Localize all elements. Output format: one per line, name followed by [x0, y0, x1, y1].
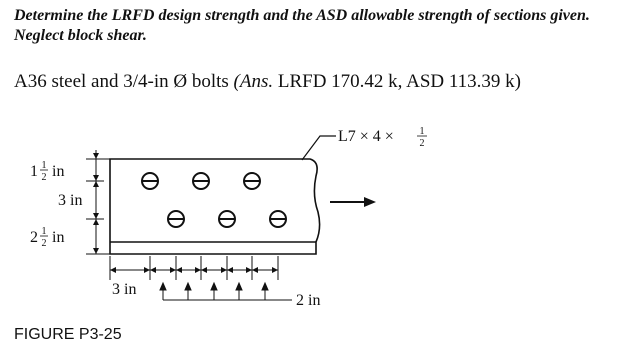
answer-label: Ans.	[239, 71, 274, 92]
problem-instructions: Determine the LRFD design strength and the ASD allowable strength of sections given. Neglect block shear.	[14, 7, 590, 44]
answer-open: (	[233, 71, 240, 92]
bolt-hole	[219, 211, 235, 227]
dim-top-whole: 1	[30, 163, 38, 180]
dim-top-unit: in	[52, 163, 65, 180]
bottom-dimension-lines	[110, 256, 278, 280]
section-leader	[302, 136, 336, 160]
section-frac-num: 1	[419, 126, 425, 137]
dim-bot-whole: 2	[30, 229, 38, 246]
dim-bot-unit: in	[52, 229, 65, 246]
section-label: L7 × 4 ×	[338, 128, 394, 145]
dim-bot-num: 1	[41, 226, 47, 237]
dim-top-num: 1	[41, 160, 47, 171]
dim-mid-label: 3 in	[58, 192, 83, 209]
section-frac-den: 2	[419, 138, 425, 149]
dim-bottom-right: 2 in	[296, 292, 321, 309]
dim-top-den: 2	[41, 172, 47, 183]
dim-bot-den: 2	[41, 238, 47, 249]
figure-caption: FIGURE P3-25	[14, 326, 122, 343]
left-dimension-lines	[86, 150, 112, 254]
bolt-hole	[168, 211, 184, 227]
bolt-hole	[244, 173, 260, 189]
bolt-hole	[142, 173, 158, 189]
dim-bottom-left: 3 in	[112, 281, 137, 298]
problem-text: A36 steel and 3/4-in Ø bolts	[14, 71, 229, 92]
bolt-hole	[193, 173, 209, 189]
bolt-hole	[270, 211, 286, 227]
angle-plate	[110, 159, 320, 254]
pitch-pointer-arrows	[160, 283, 292, 300]
answer-values: LRFD 170.42 k, ASD 113.39 k)	[273, 71, 522, 92]
load-arrow	[330, 197, 376, 207]
